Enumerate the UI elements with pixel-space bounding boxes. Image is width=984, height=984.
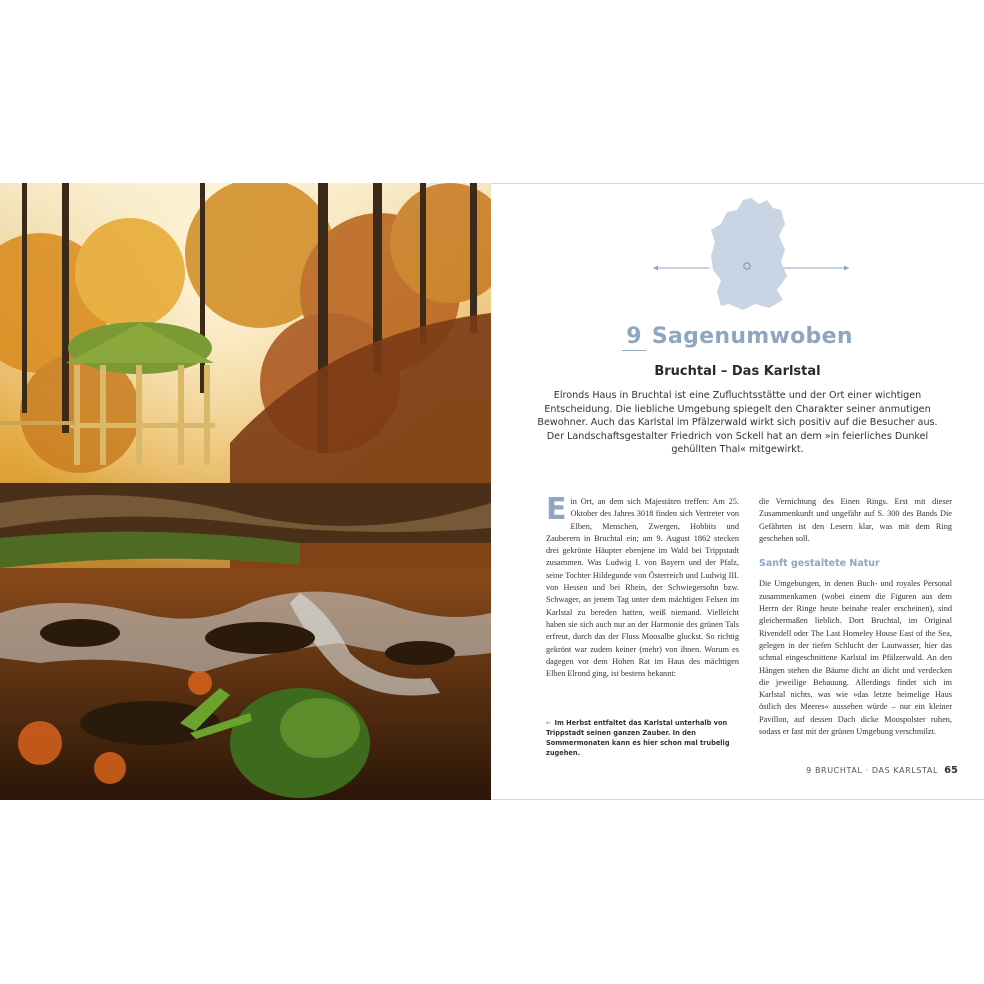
body-column-2 bbox=[759, 496, 952, 738]
chapter-number: 9 bbox=[622, 324, 646, 351]
body-text-2a: die Vernichtung des Einen Rings. Erst mit dieser Zusammenkunft und ungefähr auf S. 300 des Bands Die Gefährten ist den Lesern klar, was mit dem Ring geschehen soll. bbox=[759, 497, 952, 543]
body-column-1 bbox=[546, 492, 739, 680]
intro-paragraph: Elronds Haus in Bruchtal ist eine Zufluchtsstätte und der Ort einer wichtigen Entscheidung. Die liebliche Umgebung spiegelt den Charakter seiner anmutigen Bewohner. Auch das Karlstal im Pfälzerwald wirkt sich positiv auf die Besucher aus. Der Landschaftsgestalter Friedrich von Sckell hat an dem »in feierliches Dunkel gehüllten Thal« mitgewirkt. bbox=[537, 390, 938, 455]
germany-shape bbox=[711, 198, 787, 310]
body-text-2b: Die Umgebungen, in denen Buch- und royales Personal zusammenkamen (wobei einem die Figuren aus dem Herrn der Ringe heute beinahe realer erscheinen), sind gleichermaßen lieblich. Dort Bruchtal, im Original Rivendell oder The Last Homeley House East of the Sea, gelegen in der tiefen Schlucht der Lautwasser, hier das schmal eingeschnittene Karlstal im Pfälzerwald. An den Hängen stehen die Bäume dicht an dicht und verdecken die jeweilige Bebauung. Allerdings findet sich im Karlstal nichts, was wie »das letzte heimelige Haus östlich des Meeres« aussehen würde – nur ein kleiner Pavillon, auf dessen Dach dicke Moospolster ruhen, sodass er fast mit der grünen Umgebung verschmilzt. bbox=[759, 579, 952, 737]
drop-cap: E bbox=[546, 492, 567, 527]
running-head: 9 BRUCHTAL · DAS KARLSTAL bbox=[806, 766, 939, 775]
forest-photo bbox=[0, 183, 491, 800]
chapter-title-text: Sagenumwoben bbox=[651, 324, 853, 349]
body-text-1: in Ort, an dem sich Majestäten treffen: Am 25. Oktober des Jahres 3018 finden sich Vertreter von Elben, Menschen, Zwergen, Hobbits und Zauberern in Bruchtal ein; am 9. August 1862 stecken drei gekrönte Häupter ebenjene im Wald bei Trippstadt zusammen. Was Ludwig I. von Bayern und der Pfalz, seine Tochter Hildegunde von Österreich und Ludwig III. von Hessen und bei Rhein, der Schwiegersohn bzw. Schwager, an jenem Tag unter dem mächtigen Felsen im Karlstal zu bereden hatten, weiß niemand. Vielleicht haben sie sich auch nur an der Harmonie des grünen Tals erfreut, durch das der Fluss Moosalbe gluckst. So richtig gekrönt war zudem keiner (mehr) von ihnen. Worum es dagegen vor dem Hohen Rat im Haus des mächtigen Elben Elrond ging, ist bestens bekannt: bbox=[546, 497, 739, 679]
chapter-title bbox=[491, 324, 984, 351]
subtitle: Bruchtal – Das Karlstal bbox=[654, 364, 821, 379]
photo-caption bbox=[546, 718, 736, 758]
section-heading: Sanft gestaltete Natur bbox=[759, 558, 880, 570]
germany-map bbox=[651, 196, 871, 316]
caption-text: Im Herbst entfaltet das Karlstal unterhalb von Trippstadt seinen ganzen Zauber. In den Sommermonaten kann es hier schon mal trubelig zugehen. bbox=[546, 719, 730, 757]
page-number: 65 bbox=[944, 765, 958, 776]
page-footer bbox=[806, 765, 958, 776]
book-spread bbox=[0, 183, 984, 800]
arrow-left-icon: ← bbox=[546, 719, 552, 727]
text-page bbox=[491, 183, 984, 800]
